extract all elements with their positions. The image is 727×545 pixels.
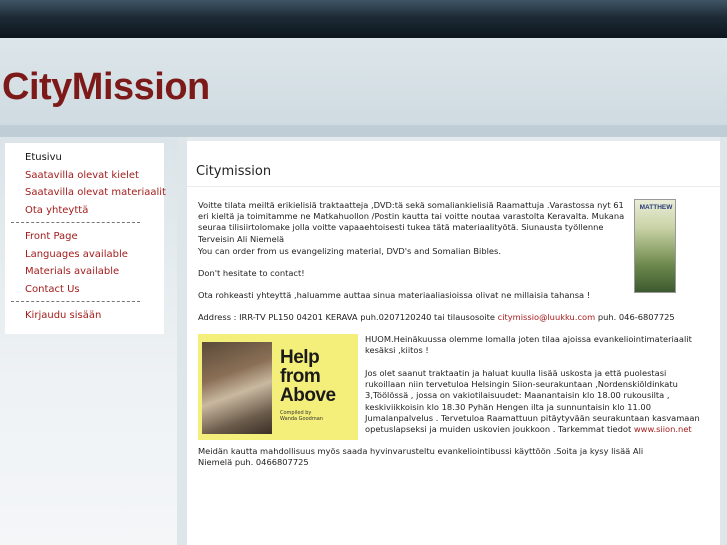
sidebar-item-languages-available[interactable]: Languages available (25, 248, 128, 260)
title-divider (187, 186, 720, 187)
sidebar-separator (11, 301, 140, 302)
address-text: Address : IRR-TV PL150 04201 KERAVA puh.0207120240 tai tilausosoite (198, 312, 498, 322)
contact-prompt-en: Don't hesitate to contact! (198, 268, 305, 278)
page-title: Citymission (196, 164, 272, 179)
address-line (198, 312, 720, 323)
matthew-book-cover-image[interactable] (634, 199, 676, 293)
book-cover-illustration (202, 342, 272, 434)
sidebar-item-contact-us[interactable]: Contact Us (25, 283, 80, 295)
sidebar-item-ota-yhteytta[interactable]: Ota yhteyttä (25, 204, 89, 216)
site-header (0, 38, 727, 125)
phone-text: puh. 046-6807725 (595, 312, 675, 322)
holiday-notice: HUOM.Heinäkuussa olemme lomalla joten tilaa ajoissa evankeliointimateriaalit kesäksi ,kiitos ! (365, 334, 692, 356)
book-cover-author: Wanda Goodman (280, 416, 323, 422)
church-invitation-text: Jos olet saanut traktaatin ja haluat kuulla lisää uskosta ja että puolestasi rukoillaan niin tervetuloa Helsingin Siion-seurakuntaan ,Nordenskiöldinkatu 3,Töölössä , jossa on vakiotilaisuudet: Maanantaisin klo 18.00 rukousilta , keskiviikkoisin klo 18.30 Pyhän Hengen ilta ja sunnuntaisin klo 11.00 Jumalanpalvelus . Tervetuloa Raamattuun pitäytyvään seurakuntaan kasvamaan opetuslapseksi ja muiden uskovien joukkoon . Tarkemmat tiedot (365, 368, 700, 435)
sidebar-item-materials-available[interactable]: Materials available (25, 266, 120, 277)
book-cover-credit-label: Compiled by (280, 410, 312, 416)
siion-link[interactable]: www.siion.net (633, 424, 692, 435)
main-content (187, 141, 720, 545)
header-stripe (0, 125, 727, 137)
sidebar-item-etusivu[interactable]: Etusivu (25, 152, 62, 163)
sidebar-separator (11, 222, 140, 223)
help-from-above-book-image[interactable] (198, 334, 358, 440)
column-divider (177, 137, 187, 545)
church-invitation (365, 368, 705, 435)
site-logo[interactable]: CityMission (2, 66, 210, 108)
sidebar-nav (5, 143, 164, 334)
intro-paragraph-en: You can order from us evangelizing material, DVD's and Somalian Bibles. (198, 246, 501, 256)
top-bar (0, 0, 727, 38)
sidebar-item-saatavilla-olevat-kielet[interactable]: Saatavilla olevat kielet (25, 169, 139, 181)
sidebar-item-login[interactable]: Kirjaudu sisään (25, 310, 102, 321)
sidebar-item-saatavilla-olevat-materiaalit[interactable]: Saatavilla olevat materiaalit (25, 187, 166, 198)
matthew-cover-title: MATTHEW (639, 204, 673, 211)
contact-prompt-fi: Ota rohkeasti yhteyttä ,haluamme auttaa sinua materiaaliasioissa olivat ne millaisia tahansa ! (198, 290, 591, 300)
bus-offer: Meidän kautta mahdollisuus myös saada hyvinvarusteltu evankeliointibussi käyttöön .Soita ja kysy lisää Ali Niemelä puh. 0466807725 (198, 446, 644, 468)
right-column-background (720, 137, 727, 545)
book-cover-title: Help from Above (280, 347, 336, 406)
email-link[interactable]: citymissio@luukku.com (497, 312, 596, 322)
sidebar-item-front-page[interactable]: Front Page (25, 231, 78, 242)
intro-paragraph-fi: Voitte tilata meiltä erikielisiä traktaatteja ,DVD:tä sekä somaliankielisiä Raamattuja .Varastossa nyt 61 eri kieltä ja toimitamme ne Matkahuollon /Postin kautta tai voitte noutaa varastolta Keravalta. Mukana seuraa tilisiirtolomake jolla voitte vapaaehtoisesti tukea tätä materiaalityötä. Siunausta työllenne Terveisin Ali Niemelä (198, 200, 625, 244)
